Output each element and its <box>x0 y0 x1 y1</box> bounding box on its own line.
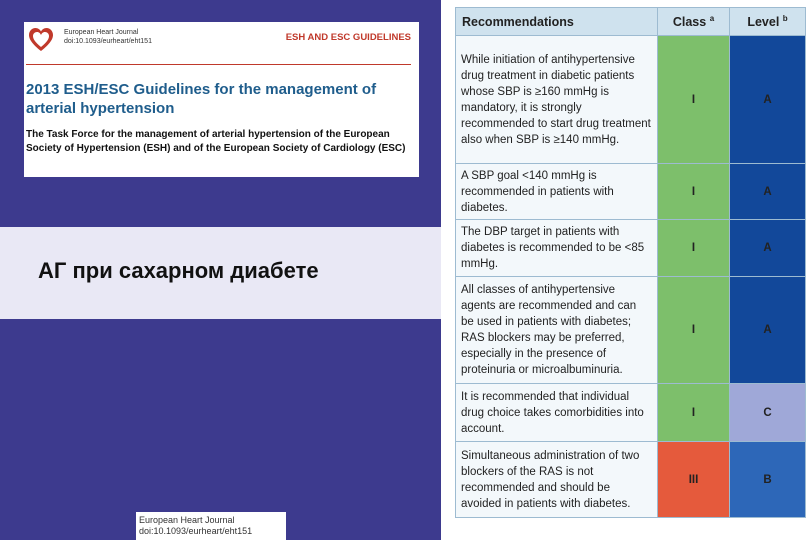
level-cell: B <box>730 442 806 518</box>
header-level: Level $^b$ <box>730 8 806 36</box>
task-force-description: The Task Force for the management of arterial hypertension of the European Society of Hypertension (ESH) and of the European Society of Cardiology (ESC) <box>26 129 406 154</box>
class-cell: I <box>658 220 730 277</box>
class-cell: I <box>658 277 730 384</box>
guideline-header-card <box>24 22 419 177</box>
recommendations-panel <box>441 0 810 540</box>
class-cell: I <box>658 384 730 442</box>
header-class: Class $^a$ <box>658 8 730 36</box>
recommendation-text: A SBP goal <140 mmHg is recommended in patients with diabetes. <box>456 164 658 220</box>
citation-journal: European Heart Journal <box>139 515 235 525</box>
journal-reference <box>64 28 152 46</box>
header-divider <box>26 64 411 65</box>
recommendation-text: It is recommended that individual drug choice takes comorbidities into account. <box>456 384 658 442</box>
table-header-row <box>456 8 806 36</box>
citation-card <box>136 512 286 540</box>
class-cell: I <box>658 164 730 220</box>
class-cell: III <box>658 442 730 518</box>
level-cell: A <box>730 220 806 277</box>
journal-name: European Heart Journal <box>64 29 139 36</box>
level-cell: A <box>730 164 806 220</box>
level-cell: A <box>730 277 806 384</box>
journal-doi: doi:10.1093/eurheart/eht151 <box>64 38 152 45</box>
slide-title: АГ при сахарном диабете <box>38 258 319 283</box>
class-cell: I <box>658 36 730 164</box>
table-row <box>456 164 806 220</box>
header-recommendations: Recommendations <box>456 8 658 36</box>
table-row <box>456 220 806 277</box>
table-row <box>456 384 806 442</box>
recommendation-text: While initiation of antihypertensive drug treatment in diabetic patients whose SBP is ≥160 mmHg is mandatory, it is strongly recommended to start drug treatment also when SBP is ≥140 mmHg. <box>456 36 658 164</box>
esc-heart-logo-icon <box>26 25 56 55</box>
guideline-title: 2013 ESH/ESC Guidelines for the management of arterial hypertension <box>26 81 377 117</box>
recommendation-text: All classes of antihypertensive agents are recommended and can be used in patients with diabetes; RAS blockers may be preferred, especially in the presence of proteinuria or microalbuminuria. <box>456 277 658 384</box>
level-cell: A <box>730 36 806 164</box>
table-row <box>456 442 806 518</box>
level-cell: C <box>730 384 806 442</box>
table-row <box>456 36 806 164</box>
recommendations-table <box>455 7 806 518</box>
guidelines-label: ESH AND ESC GUIDELINES <box>285 32 411 43</box>
recommendation-text: The DBP target in patients with diabetes is recommended to be <85 mmHg. <box>456 220 658 277</box>
table-row <box>456 277 806 384</box>
recommendation-text: Simultaneous administration of two blockers of the RAS is not recommended and should be avoided in patients with diabetes. <box>456 442 658 518</box>
citation-doi: doi:10.1093/eurheart/eht151 <box>139 526 253 536</box>
